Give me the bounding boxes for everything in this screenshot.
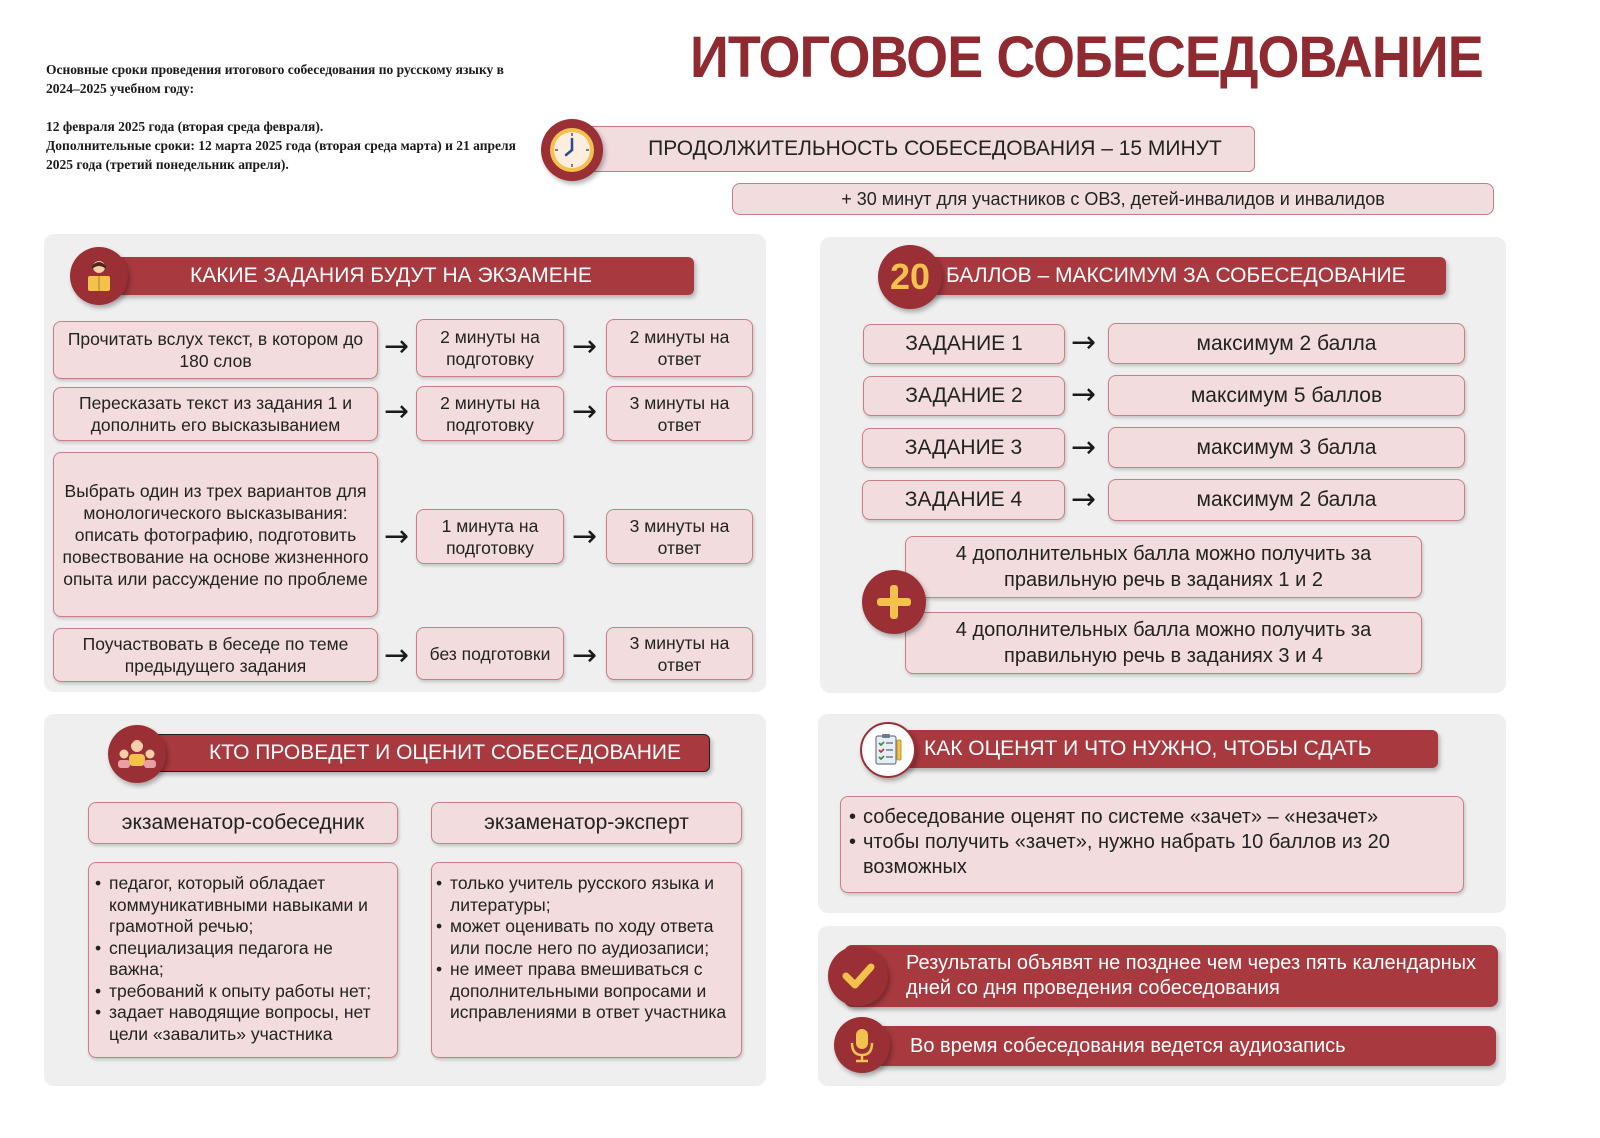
arrow-icon: →	[1071, 430, 1097, 465]
task-1-description: Прочитать вслух текст, в котором до 180 слов	[53, 321, 378, 379]
task-2-prep: 2 минуты на подготовку	[416, 386, 564, 441]
audio-text: Во время собеседования ведется аудиозапись	[910, 1034, 1346, 1057]
audio-notice	[848, 1026, 1496, 1066]
list-item: • может оценивать по ходу ответа или после него по аудиозаписи;	[434, 916, 733, 959]
task-4-answer: 3 минуты на ответ	[606, 627, 753, 680]
bonus-1: 4 дополнительных балла можно получить за правильную речь в заданиях 1 и 2	[905, 536, 1422, 598]
list-item: • педагог, который обладает коммуникативными навыками и грамотной речью;	[93, 873, 389, 938]
score-task-2: ЗАДАНИЕ 2	[863, 376, 1065, 416]
score-max-1: максимум 2 балла	[1108, 323, 1465, 364]
score-max-4: максимум 2 балла	[1108, 479, 1465, 521]
reading-person-icon	[70, 247, 128, 305]
plus-icon	[862, 570, 926, 634]
task-2-description: Пересказать текст из задания 1 и дополнить его высказыванием	[53, 387, 378, 441]
score-max-3: максимум 3 балла	[1108, 427, 1465, 468]
extra-time-label: + 30 минут для участников с ОВЗ, детей-инвалидов и инвалидов	[841, 188, 1385, 209]
score-task-4: ЗАДАНИЕ 4	[862, 480, 1065, 520]
score-number: 20	[889, 256, 931, 297]
interlocutor-list	[93, 873, 389, 1045]
arrow-icon: →	[384, 638, 410, 673]
score-number-badge	[878, 245, 942, 309]
duration-bar	[575, 126, 1255, 172]
bonus-2: 4 дополнительных балла можно получить за правильную речь в заданиях 3 и 4	[905, 612, 1422, 674]
list-item: • специализация педагога не важна;	[93, 938, 389, 981]
arrow-icon: →	[384, 394, 410, 429]
arrow-icon: →	[384, 329, 410, 364]
intro-main-date: 12 февраля 2025 года (вторая среда февраля).	[46, 119, 324, 134]
arrow-icon: →	[572, 329, 598, 364]
scores-header-label: БАЛЛОВ – МАКСИМУМ ЗА СОБЕСЕДОВАНИЕ	[946, 264, 1406, 287]
list-item: • требований к опыту работы нет;	[93, 981, 389, 1003]
arrow-icon: →	[572, 394, 598, 429]
grading-header-label: КАК ОЦЕНЯТ И ЧТО НУЖНО, ЧТОБЫ СДАТЬ	[924, 737, 1372, 760]
arrow-icon: →	[572, 638, 598, 673]
grading-list	[847, 805, 1443, 880]
score-task-3: ЗАДАНИЕ 3	[862, 428, 1065, 468]
list-item: • чтобы получить «зачет», нужно набрать 10 баллов из 20 возможных	[847, 830, 1443, 880]
grading-header	[884, 730, 1438, 768]
list-item: • только учитель русского языка и литературы;	[434, 873, 733, 916]
page-title: ИТОГОВОЕ СОБЕСЕДОВАНИЕ	[690, 25, 1483, 90]
checkmark-icon	[828, 946, 888, 1006]
checklist-icon	[860, 722, 916, 778]
arrow-icon: →	[1071, 482, 1097, 517]
tasks-header	[86, 257, 694, 295]
list-item: • собеседование оценят по системе «зачет» – «незачет»	[847, 805, 1443, 830]
intro-text	[46, 60, 526, 174]
arrow-icon: →	[1071, 377, 1097, 412]
intro-heading: Основные сроки проведения итогового собеседования по русскому языку в 2024–2025 учебном году:	[46, 62, 504, 96]
results-text: Результаты объявят не позднее чем через пять календарных дней со дня проведения собеседования	[906, 952, 1476, 999]
task-3-prep: 1 минута на подготовку	[416, 509, 564, 564]
scores-header	[900, 257, 1446, 295]
score-task-1: ЗАДАНИЕ 1	[863, 324, 1065, 364]
arrow-icon: →	[572, 519, 598, 554]
arrow-icon: →	[1071, 325, 1097, 360]
arrow-icon: →	[384, 519, 410, 554]
extra-time-bar	[732, 183, 1494, 215]
score-max-2: максимум 5 баллов	[1108, 375, 1465, 416]
intro-extra-dates: Дополнительные сроки: 12 марта 2025 года (вторая среда марта) и 21 апреля 2025 года (третий понедельник апреля).	[46, 138, 516, 172]
interlocutor-title: экзаменатор-собеседник	[88, 802, 398, 844]
examiners-header-label: КТО ПРОВЕДЕТ И ОЦЕНИТ СОБЕСЕДОВАНИЕ	[209, 741, 682, 764]
interlocutor-details	[88, 862, 398, 1058]
examiners-header	[130, 734, 710, 772]
expert-title: экзаменатор-эксперт	[431, 802, 742, 844]
task-1-prep: 2 минуты на подготовку	[416, 319, 564, 377]
microphone-icon	[834, 1017, 890, 1073]
duration-label: ПРОДОЛЖИТЕЛЬНОСТЬ СОБЕСЕДОВАНИЯ – 15 МИНУТ	[648, 137, 1222, 160]
grading-details	[840, 796, 1464, 893]
task-3-answer: 3 минуты на ответ	[606, 509, 753, 564]
tasks-header-label: КАКИЕ ЗАДАНИЯ БУДУТ НА ЭКЗАМЕНЕ	[190, 264, 592, 287]
expert-details	[431, 862, 742, 1058]
results-notice	[844, 945, 1498, 1007]
expert-list	[434, 873, 733, 1024]
people-group-icon	[108, 725, 166, 783]
list-item: • задает наводящие вопросы, нет цели «завалить» участника	[93, 1002, 389, 1045]
task-4-prep: без подготовки	[416, 627, 564, 680]
list-item: • не имеет права вмешиваться с дополнительными вопросами и исправлениями в ответ участника	[434, 959, 733, 1024]
task-2-answer: 3 минуты на ответ	[606, 386, 753, 441]
task-1-answer: 2 минуты на ответ	[606, 319, 753, 377]
task-3-description: Выбрать один из трех вариантов для монологического высказывания: описать фотографию, подготовить повествование на основе жизненного опыта или рассуждение по проблеме	[53, 452, 378, 617]
clock-icon	[541, 119, 603, 181]
task-4-description: Поучаствовать в беседе по теме предыдущего задания	[53, 628, 378, 682]
